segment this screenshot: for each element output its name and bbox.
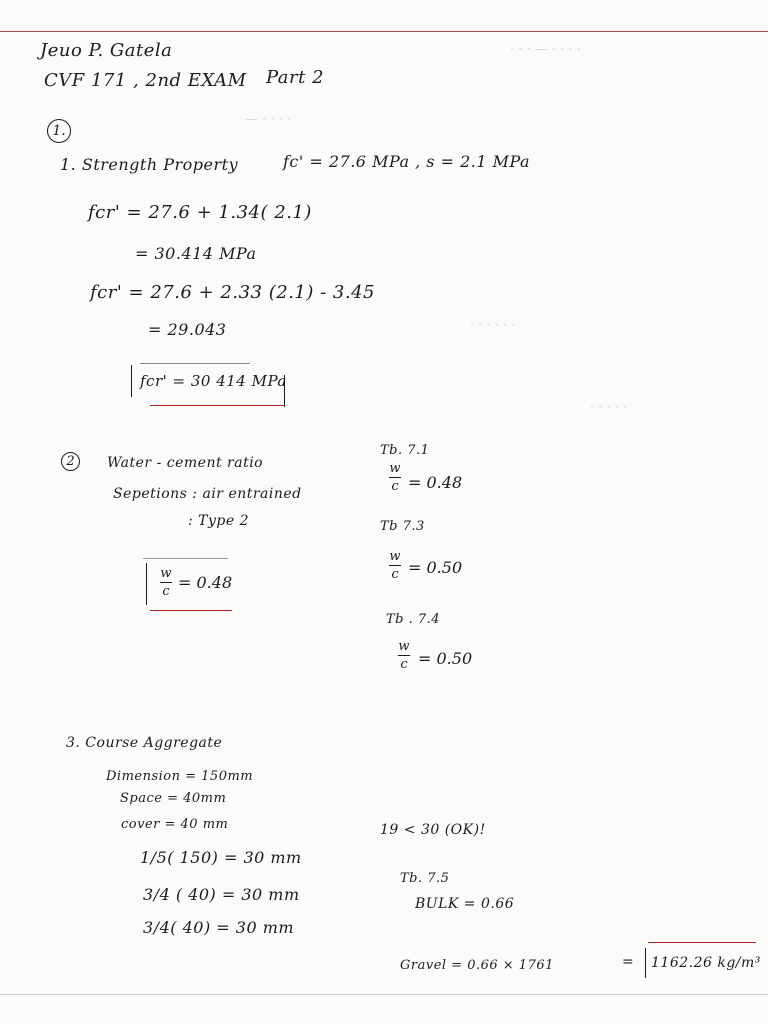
given-values: fc' = 27.6 MPa , s = 2.1 MPa — [283, 152, 531, 171]
gravel-result: 1162.26 kg/m³ — [651, 955, 761, 971]
table-7-1-value: = 0.48 — [408, 473, 463, 492]
bottom-edge-line — [0, 994, 768, 995]
table-7-5-label: Tb. 7.5 — [400, 871, 450, 886]
table-7-4-label: Tb . 7.4 — [386, 612, 441, 627]
table-7-3-label: Tb 7.3 — [380, 519, 425, 534]
calc-2: 3/4 ( 40) = 30 mm — [143, 885, 300, 904]
exceptions-line-1: Sepetions : air entrained — [113, 486, 302, 502]
show-through-text: · · · · · — [590, 400, 628, 415]
bulk-value: BULK = 0.66 — [415, 896, 515, 912]
table-7-1-label: Tb. 7.1 — [380, 443, 430, 458]
table-7-3-fraction: w c — [389, 549, 401, 582]
exam-part: Part 2 — [266, 67, 325, 88]
calc-1: 1/5( 150) = 30 mm — [140, 848, 302, 867]
answer-underline — [150, 405, 285, 406]
course-exam: CVF 171 , 2nd EXAM — [44, 70, 247, 91]
cover-line: cover = 40 mm — [121, 817, 229, 832]
gravel-equation: Gravel = 0.66 × 1761 — [400, 958, 554, 973]
table-7-4-value: = 0.50 — [418, 649, 473, 668]
section-1-marker: 1. — [47, 119, 71, 143]
section-2-marker: 2 — [61, 452, 80, 471]
fcr-result-1: = 30.414 MPa — [135, 244, 257, 263]
fcr-result-2: = 29.043 — [148, 320, 227, 339]
show-through-text: · · · · · · — [470, 318, 516, 333]
exceptions-line-2: : Type 2 — [188, 513, 250, 529]
space-line: Space = 40mm — [120, 791, 227, 806]
gravel-equals: = — [622, 954, 635, 970]
student-name: Jeuo P. Gatela — [40, 40, 173, 61]
fcr-answer: fcr' = 30 414 MPa — [140, 372, 287, 390]
size-check: 19 < 30 (OK)! — [380, 822, 486, 838]
fcr-equation-1: fcr' = 27.6 + 1.34( 2.1) — [88, 202, 312, 223]
wc-answer-fraction: w c — [160, 566, 172, 599]
top-rule-line — [0, 31, 768, 32]
coarse-aggregate-title: 3. Course Aggregate — [66, 735, 223, 751]
table-7-4-fraction: w c — [398, 639, 410, 672]
answer-box-left — [131, 365, 132, 397]
fcr-equation-2: fcr' = 27.6 + 2.33 (2.1) - 3.45 — [90, 282, 375, 303]
wc-ratio-title: Water - cement ratio — [107, 455, 264, 471]
strength-title: 1. Strength Property — [60, 155, 239, 174]
wc-box-top — [143, 558, 228, 559]
calc-3: 3/4( 40) = 30 mm — [143, 918, 295, 937]
table-7-1-fraction: w c — [389, 461, 401, 494]
table-7-3-value: = 0.50 — [408, 558, 463, 577]
wc-box-left — [146, 563, 147, 605]
gravel-result-overline — [648, 942, 756, 943]
show-through-text: — · · · · — [245, 112, 292, 127]
wc-answer-value: = 0.48 — [178, 573, 233, 592]
dimension-line: Dimension = 150mm — [106, 769, 254, 784]
wc-answer-underline — [150, 610, 232, 611]
gravel-result-box-left — [645, 948, 646, 978]
answer-box-top — [140, 363, 250, 364]
show-through-text: · · · — · · · · — [510, 42, 581, 57]
